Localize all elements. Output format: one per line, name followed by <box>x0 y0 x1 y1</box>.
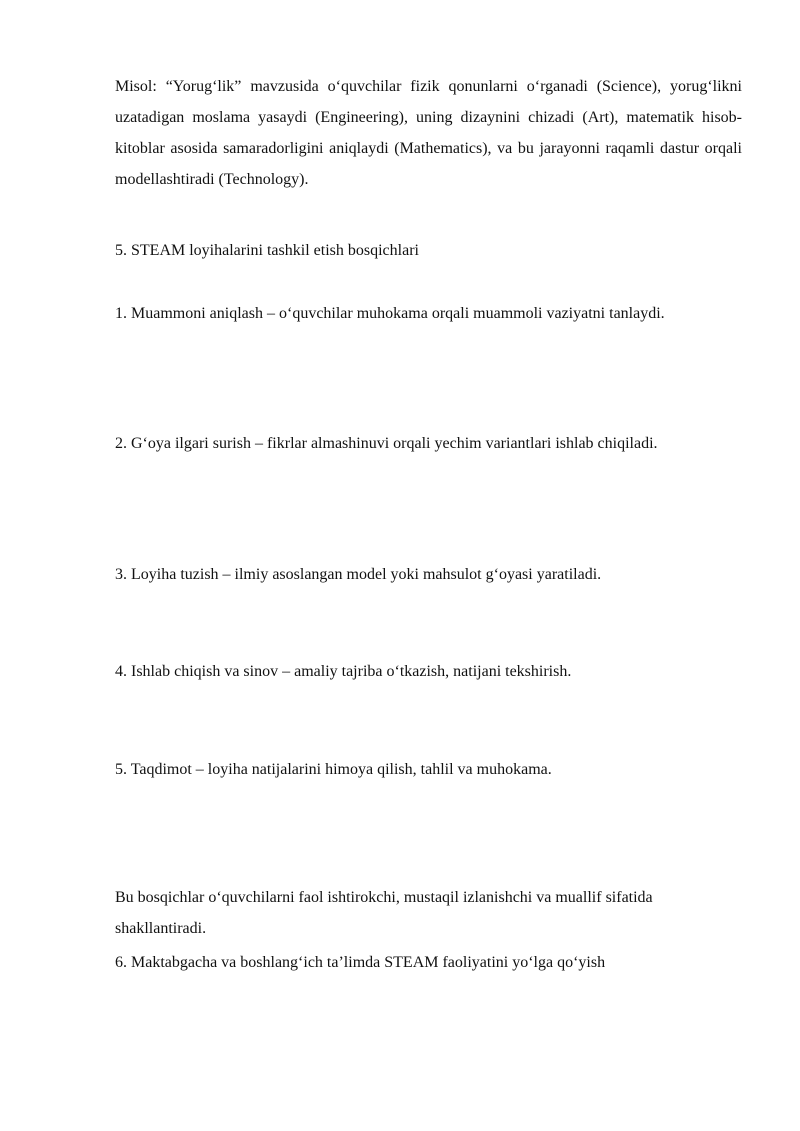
section-heading-5: 5. STEAM loyihalarini tashkil etish bosqichlari <box>115 242 419 259</box>
step-5: 5. Taqdimot – loyiha natijalarini himoya qilish, tahlil va muhokama. <box>115 761 552 778</box>
step-2: 2. G‘oya ilgari surish – fikrlar almashinuvi orqali yechim variantlari ishlab chiqiladi. <box>115 435 658 452</box>
section-heading-6: 6. Maktabgacha va boshlang‘ich ta’limda STEAM faoliyatini yo‘lga qo‘yish <box>115 954 606 971</box>
example-paragraph: Misol: “Yorug‘lik” mavzusida o‘quvchilar fizik qonunlarni o‘rganadi (Science), yorug‘likni uzatadigan moslama yasaydi (Engineering), uning dizaynini chizadi (Art), matematik hisob-kitoblar asosida samaradorligini aniqlaydi (Mathematics), va bu jarayonni raqamli dastur orqali modellashtiradi (Technology). <box>115 78 742 188</box>
summary-paragraph: Bu bosqichlar o‘quvchilarni faol ishtirokchi, mustaqil izlanishchi va muallif sifatida shakllantiradi. <box>115 889 653 937</box>
step-4: 4. Ishlab chiqish va sinov – amaliy tajriba o‘tkazish, natijani tekshirish. <box>115 663 572 680</box>
step-3: 3. Loyiha tuzish – ilmiy asoslangan model yoki mahsulot g‘oyasi yaratiladi. <box>115 566 602 583</box>
step-1: 1. Muammoni aniqlash – o‘quvchilar muhokama orqali muammoli vaziyatni tanlaydi. <box>115 305 665 322</box>
